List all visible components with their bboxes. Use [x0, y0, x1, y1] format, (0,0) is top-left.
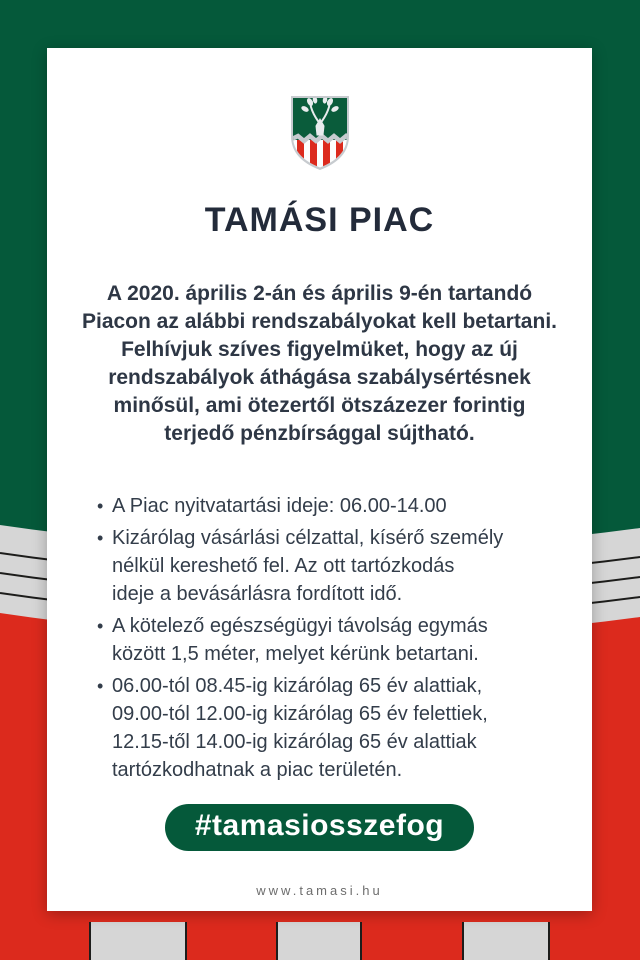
hashtag-badge [165, 804, 474, 851]
list-item [97, 672, 562, 784]
intro-line: minősül, ami ötezertől ötszázezer forintig [113, 394, 526, 417]
bullet-icon: • [97, 616, 104, 636]
rule-line: tartózkodhatnak a piac területén. [112, 759, 403, 781]
page-title: TAMÁSI PIAC [204, 201, 435, 239]
rule-line: között 1,5 méter, melyet kérünk betartani. [112, 643, 479, 665]
bullet-icon: • [97, 496, 104, 516]
intro-line: rendszabályok áthágása szabálysértésnek [108, 366, 531, 389]
rule-line: ideje a bevásárlásra fordított idő. [112, 583, 403, 605]
website-url: www.tamasi.hu [256, 883, 383, 898]
intro-line: Piacon az alábbi rendszabályokat kell betartani. [81, 310, 557, 333]
intro-line: A 2020. április 2-án és április 9-én tartandó [106, 282, 533, 305]
rule-line: A Piac nyitvatartási ideje: 06.00-14.00 [112, 495, 447, 517]
intro-line: Felhívjuk szíves figyelmüket, hogy az új [121, 338, 518, 361]
rules-list [97, 492, 562, 788]
list-item [97, 492, 562, 520]
bottom-stripes [90, 922, 549, 960]
intro-line: terjedő pénzbírsággal sújtható. [164, 422, 475, 445]
list-item [97, 612, 562, 668]
intro-text [82, 280, 557, 448]
hashtag-label: #tamasiosszefog [194, 809, 445, 842]
poster-card [47, 48, 592, 911]
rule-line: 09.00-tól 12.00-ig kizárólag 65 év felettiek, [112, 703, 488, 725]
list-item [97, 524, 562, 608]
rule-line: 12.15-től 14.00-ig kizárólag 65 év alattiak [112, 731, 477, 753]
tamasi-coat-of-arms-icon [288, 94, 352, 170]
bullet-icon: • [97, 528, 104, 548]
rule-line: nélkül kereshető fel. Az ott tartózkodás [112, 555, 455, 577]
rule-line: A kötelező egészségügyi távolság egymás [112, 615, 488, 637]
rule-line: 06.00-tól 08.45-ig kizárólag 65 év alattiak, [112, 675, 483, 697]
bullet-icon: • [97, 676, 104, 696]
rule-line: Kizárólag vásárlási célzattal, kísérő személy [112, 527, 504, 549]
